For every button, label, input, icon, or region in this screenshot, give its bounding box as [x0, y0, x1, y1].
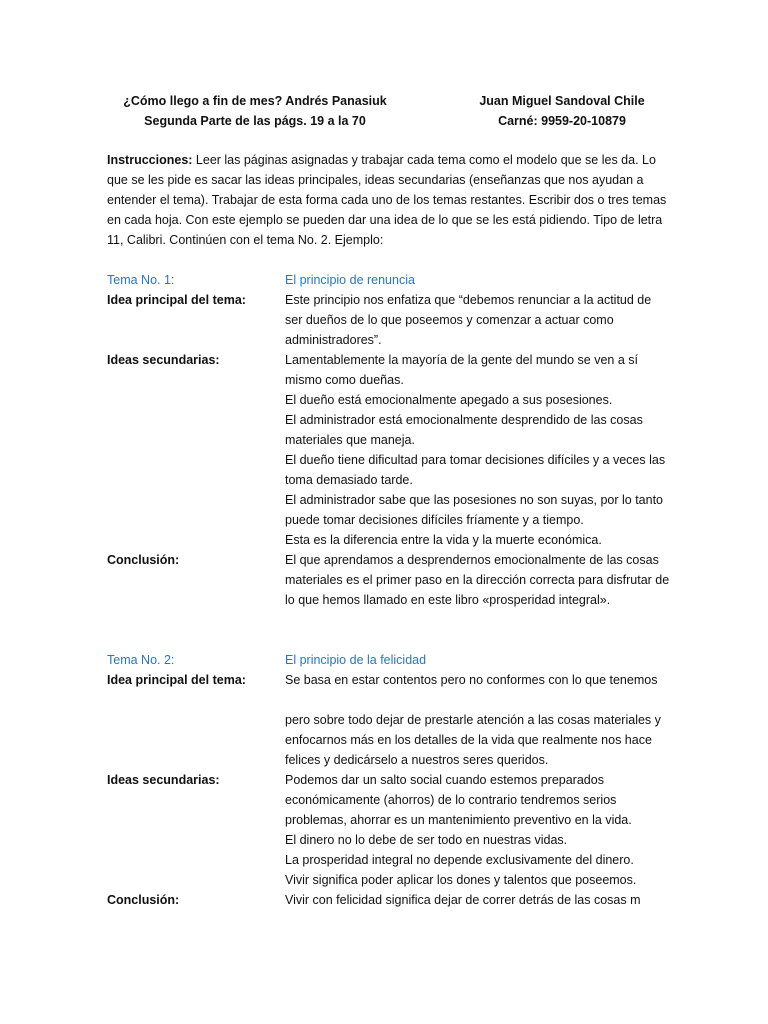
list-item: El administrador sabe que las posesiones no son suyas, por lo tanto puede tomar decisiones difíciles fríamente y a tiempo.: [285, 493, 664, 527]
tema1-conclusion-label: Conclusión:: [107, 553, 180, 567]
list-item: Vivir significa poder aplicar los dones y talentos que poseemos.: [285, 873, 637, 887]
tema1-secundarias-label: Ideas secundarias:: [107, 353, 220, 367]
tema2-idea-line1: Se basa en estar contentos pero no conformes con lo que tenemos: [285, 673, 658, 687]
list-item: Esta es la diferencia entre la vida y la muerte económica.: [285, 533, 602, 547]
tema1-title: El principio de renuncia: [285, 273, 415, 287]
list-item: El dueño tiene dificultad para tomar decisiones difíciles y a veces las toma demasiado tarde.: [285, 453, 666, 487]
tema2-title: El principio de la felicidad: [285, 653, 427, 667]
tema1-label: Tema No. 1:: [107, 273, 175, 287]
tema2-conclusion-text: Vivir con felicidad significa dejar de correr detrás de las cosas m: [285, 893, 641, 907]
list-item: El dueño está emocionalmente apegado a sus posesiones.: [285, 393, 613, 407]
tema1-secundarias-list: [285, 350, 670, 550]
document-title-block: [110, 91, 400, 131]
tema1-idea-text: Este principio nos enfatiza que “debemos renunciar a la actitud de ser dueños de lo que poseemos y comenzar a actuar como administradores”.: [285, 293, 652, 347]
list-item: El dinero no lo debe de ser todo en nuestras vidas.: [285, 833, 568, 847]
list-item: Lamentablemente la mayoría de la gente del mundo se ven a sí mismo como dueñas.: [285, 353, 638, 387]
tema2-idea-text: [285, 670, 670, 770]
tema2-label: Tema No. 2:: [107, 653, 175, 667]
list-item: El administrador está emocionalmente desprendido de las cosas materiales que maneja.: [285, 413, 643, 447]
tema1-conclusion-text: El que aprendamos a desprendernos emocionalmente de las cosas materiales es el primer paso en la dirección correcta para disfrutar de lo que hemos llamado en este libro «prosperidad integral».: [285, 553, 670, 607]
book-title: ¿Cómo llego a fin de mes? Andrés Panasiuk: [123, 94, 387, 108]
instructions-text: Leer las páginas asignadas y trabajar cada tema como el modelo que se les da. Lo que se les pide es sacar las ideas principales, ideas secundarias (enseñanzas que nos ayudan a entender el tema). Trabajar de esta forma cada uno de los temas restantes. Escribir dos o tres temas en cada hoja. Con este ejemplo se pueden dar una idea de lo que se les está pidiendo. Tipo de letra 11, Calibri. Continúen con el tema No. 2. Ejemplo:: [107, 153, 667, 247]
tema2-secundarias-label: Ideas secundarias:: [107, 773, 220, 787]
list-item: Podemos dar un salto social cuando estemos preparados económicamente (ahorros) de lo contrario tendremos serios problemas, ahorrar es un mantenimiento preventivo en la vida.: [285, 773, 632, 827]
tema2-idea-label: Idea principal del tema:: [107, 673, 246, 687]
tema2-idea-line2: pero sobre todo dejar de prestarle atención a las cosas materiales y enfocarnos más en los detalles de la vida que realmente nos hace felices y dedicárselo a nuestros seres queridos.: [285, 713, 661, 767]
student-info-block: [462, 91, 662, 131]
list-item: La prosperidad integral no depende exclusivamente del dinero.: [285, 853, 634, 867]
instructions-label: Instrucciones:: [107, 153, 193, 167]
tema2-secundarias-list: [285, 770, 670, 890]
tema2-conclusion-label: Conclusión:: [107, 893, 180, 907]
student-name: Juan Miguel Sandoval Chile: [479, 94, 645, 108]
student-id: Carné: 9959-20-10879: [498, 114, 626, 128]
tema1-idea-label: Idea principal del tema:: [107, 293, 246, 307]
pages-range: Segunda Parte de las págs. 19 a la 70: [144, 114, 366, 128]
instructions-paragraph: [107, 150, 667, 250]
